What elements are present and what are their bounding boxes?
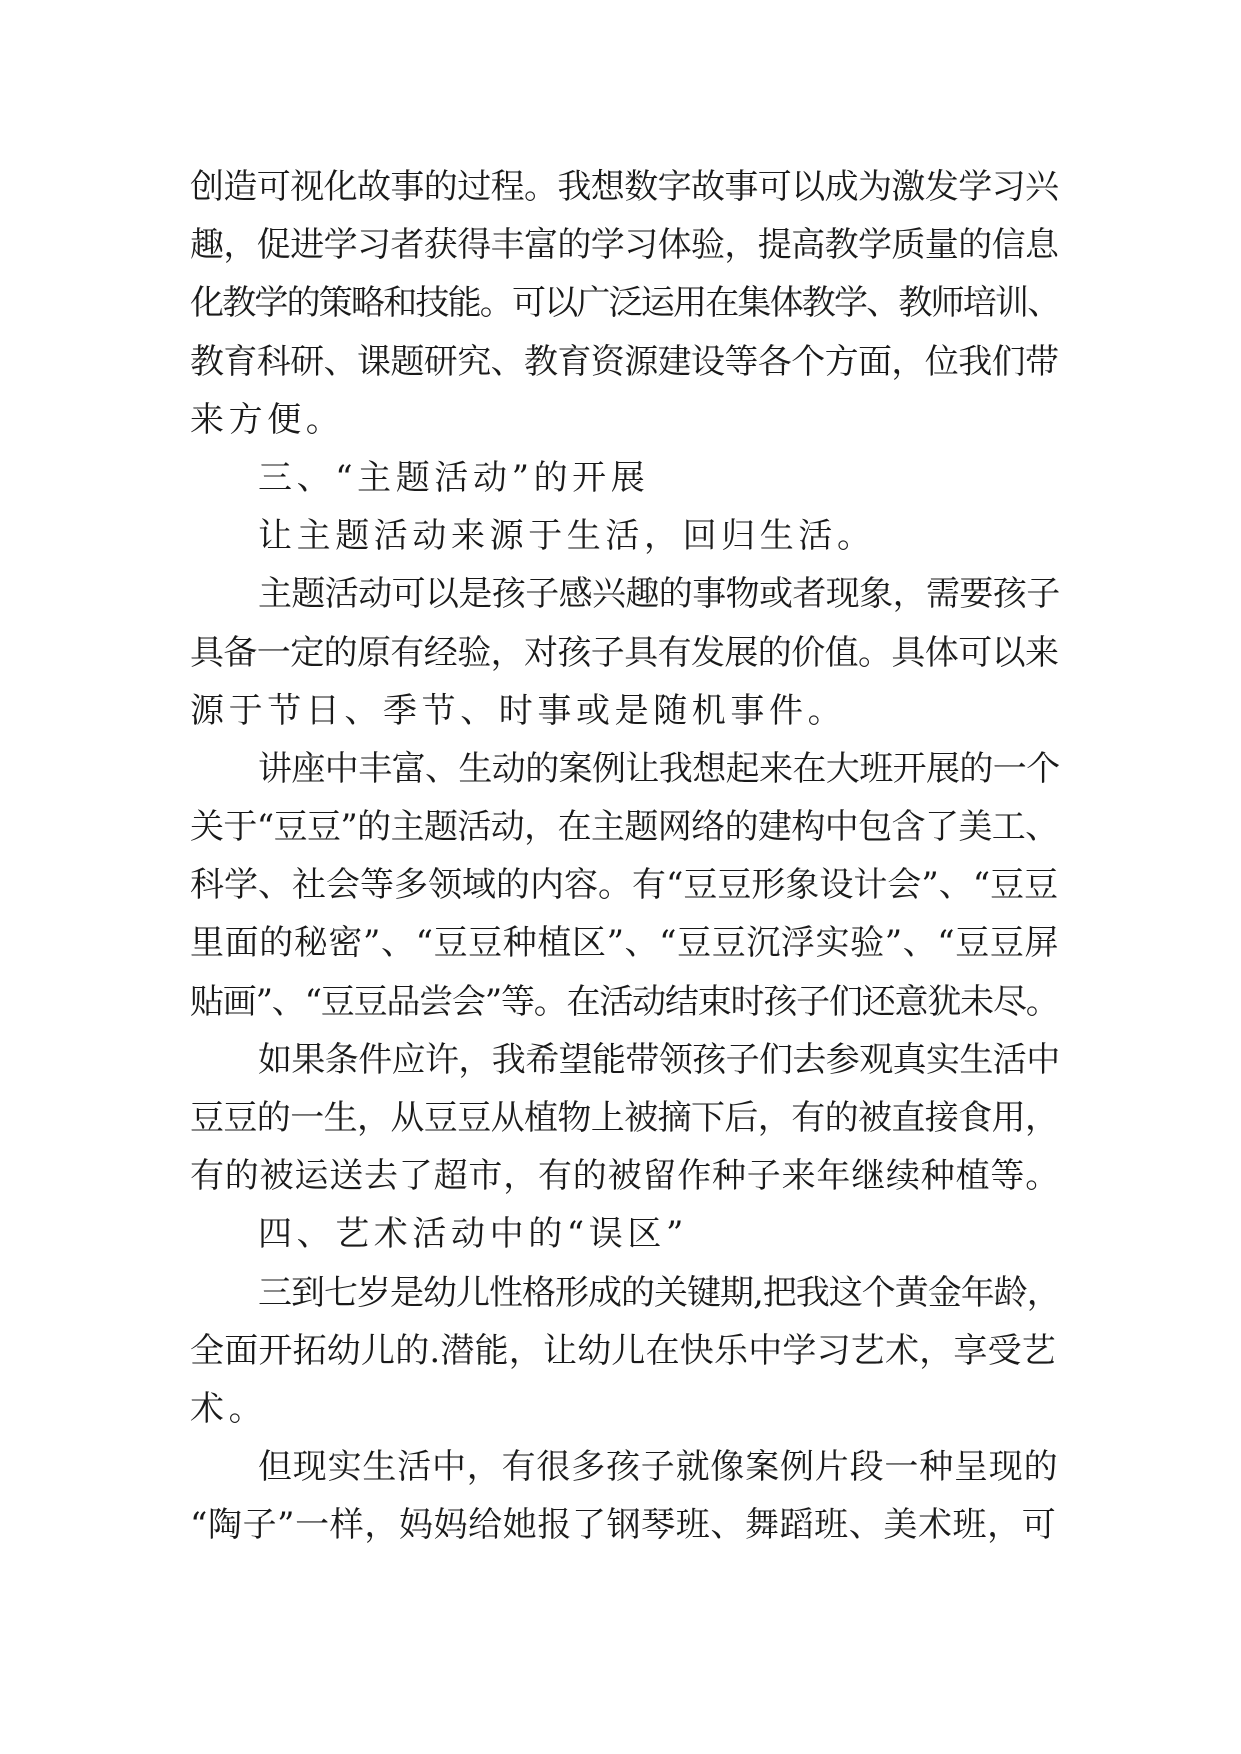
- text-line: 但现实生活中，有很多孩子就像案例片段一种呈现的: [258, 1447, 1059, 1488]
- text-line: 如果条件应许，我希望能带领孩子们去参观真实生活中: [258, 1039, 1060, 1080]
- text-line: “陶子”一样，妈妈给她报了钢琴班、舞蹈班、美术班，可: [190, 1505, 1057, 1546]
- text-line: 三到七岁是幼儿性格形成的关键期,把我这个黄金年龄，: [258, 1272, 1060, 1313]
- text-line: 创造可视化故事的过程。我想数字故事可以成为激发学习兴: [190, 167, 1059, 207]
- text-line: 有的被运送去了超市，有的被留作种子来年继续种植等。: [190, 1156, 1060, 1197]
- text-line: 主题活动可以是孩子感兴趣的事物或者现象，需要孩子: [258, 574, 1060, 615]
- section-heading: 三、“主题活动”的开展: [258, 457, 650, 498]
- text-line: 趣，促进学习者获得丰富的学习体验，提高教学质量的信息: [190, 225, 1059, 266]
- text-line: 关于“豆豆”的主题活动，在主题网络的建构中包含了美工、: [190, 807, 1059, 848]
- text-line: 贴画”、“豆豆品尝会”等。在活动结束时孩子们还意犹未尽。: [190, 981, 1059, 1022]
- text-line: 来方便。: [190, 399, 345, 440]
- text-line: 让主题活动来源于生活，回归生活。: [258, 516, 876, 557]
- document-body: [190, 158, 1060, 1555]
- text-line: 教育科研、课题研究、教育资源建设等各个方面，位我们带: [190, 341, 1059, 382]
- text-line: 全面开拓幼儿的.潜能，让幼儿在快乐中学习艺术，享受艺: [190, 1330, 1057, 1371]
- text-line: 讲座中丰富、生动的案例让我想起来在大班开展的一个: [258, 748, 1060, 789]
- section-heading: 四、艺术活动中的“误区”: [258, 1214, 688, 1255]
- text-line: 源于节日、季节、时事或是随机事件。: [190, 690, 847, 731]
- text-line: 术。: [190, 1388, 268, 1429]
- text-line: 科学、社会等多领域的内容。有“豆豆形象设计会”、“豆豆: [190, 865, 1059, 906]
- text-line: 具备一定的原有经验，对孩子具有发展的价值。具体可以来: [190, 632, 1059, 673]
- text-line: 化教学的策略和技能。可以广泛运用在集体教学、教师培训、: [190, 283, 1060, 324]
- text-line: 豆豆的一生，从豆豆从植物上被摘下后，有的被直接食用，: [190, 1098, 1059, 1138]
- text-line: 里面的秘密”、“豆豆种植区”、“豆豆沉浮实验”、“豆豆屏: [190, 923, 1060, 964]
